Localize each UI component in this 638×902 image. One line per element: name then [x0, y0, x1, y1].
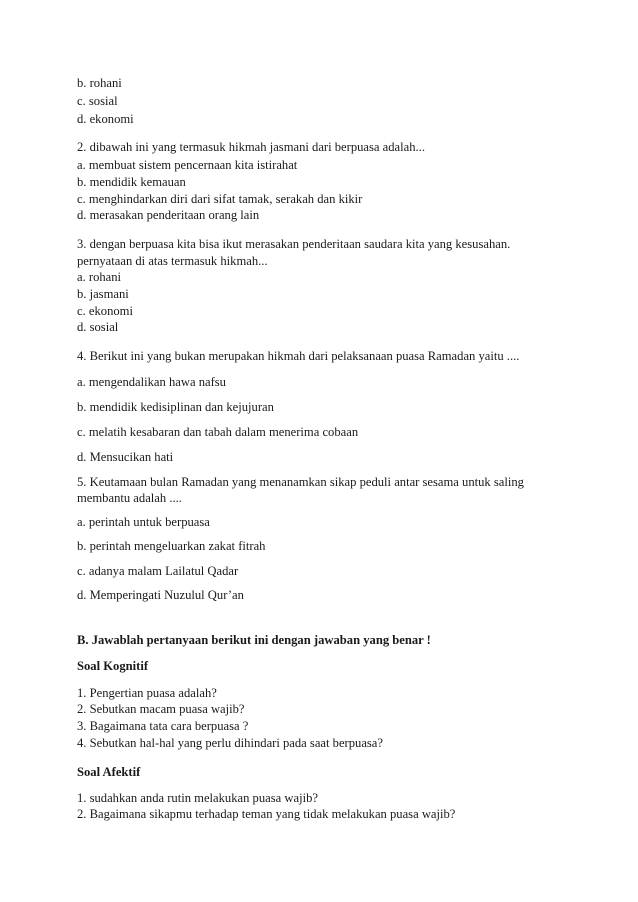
q2-option-d: d. merasakan penderitaan orang lain — [77, 208, 260, 222]
afektif-item: 2. Bagaimana sikapmu terhadap teman yang tidak melakukan puasa wajib? — [77, 807, 456, 821]
soal-afektif-title: Soal Afektif — [77, 765, 141, 779]
q3-option-b: b. jasmani — [77, 287, 129, 301]
q4-option-d: d. Mensucikan hati — [77, 450, 174, 464]
kognitif-item: 4. Sebutkan hal-hal yang perlu dihindari pada saat berpuasa? — [77, 736, 383, 750]
q5-option-c: c. adanya malam Lailatul Qadar — [77, 564, 239, 578]
q1-option-b: b. rohani — [77, 76, 122, 90]
q2-option-a: a. membuat sistem pencernaan kita istirahat — [77, 158, 298, 172]
q5-option-a: a. perintah untuk berpuasa — [77, 515, 210, 529]
afektif-item: 1. sudahkan anda rutin melakukan puasa wajib? — [77, 791, 318, 805]
q2-option-b: b. mendidik kemauan — [77, 175, 186, 189]
q3-option-c: c. ekonomi — [77, 304, 133, 318]
q2-question: 2. dibawah ini yang termasuk hikmah jasmani dari berpuasa adalah... — [77, 140, 425, 154]
q3-question-line1: 3. dengan berpuasa kita bisa ikut merasakan penderitaan saudara kita yang kesusahan. — [77, 237, 511, 251]
q5-option-d: d. Memperingati Nuzulul Qur’an — [77, 588, 244, 602]
q5-option-b: b. perintah mengeluarkan zakat fitrah — [77, 539, 266, 553]
kognitif-item: 3. Bagaimana tata cara berpuasa ? — [77, 719, 249, 733]
q4-option-a: a. mengendalikan hawa nafsu — [77, 375, 226, 389]
q5-question-line1: 5. Keutamaan bulan Ramadan yang menanamkan sikap peduli antar sesama untuk saling — [77, 475, 524, 489]
q3-option-d: d. sosial — [77, 320, 119, 334]
kognitif-item: 2. Sebutkan macam puasa wajib? — [77, 702, 245, 716]
q5-question-line2: membantu adalah .... — [77, 491, 182, 505]
soal-kognitif-title: Soal Kognitif — [77, 659, 149, 673]
q4-option-b: b. mendidik kedisiplinan dan kejujuran — [77, 400, 274, 414]
q3-option-a: a. rohani — [77, 270, 122, 284]
q1-option-c: c. sosial — [77, 94, 118, 108]
q2-option-c: c. menghindarkan diri dari sifat tamak, serakah dan kikir — [77, 192, 363, 206]
q1-option-d: d. ekonomi — [77, 112, 134, 126]
section-b-heading: B. Jawablah pertanyaan berikut ini dengan jawaban yang benar ! — [77, 633, 431, 647]
q3-question-line2: pernyataan di atas termasuk hikmah... — [77, 254, 268, 268]
kognitif-item: 1. Pengertian puasa adalah? — [77, 686, 217, 700]
q4-question: 4. Berikut ini yang bukan merupakan hikmah dari pelaksanaan puasa Ramadan yaitu .... — [77, 349, 520, 363]
q4-option-c: c. melatih kesabaran dan tabah dalam menerima cobaan — [77, 425, 359, 439]
